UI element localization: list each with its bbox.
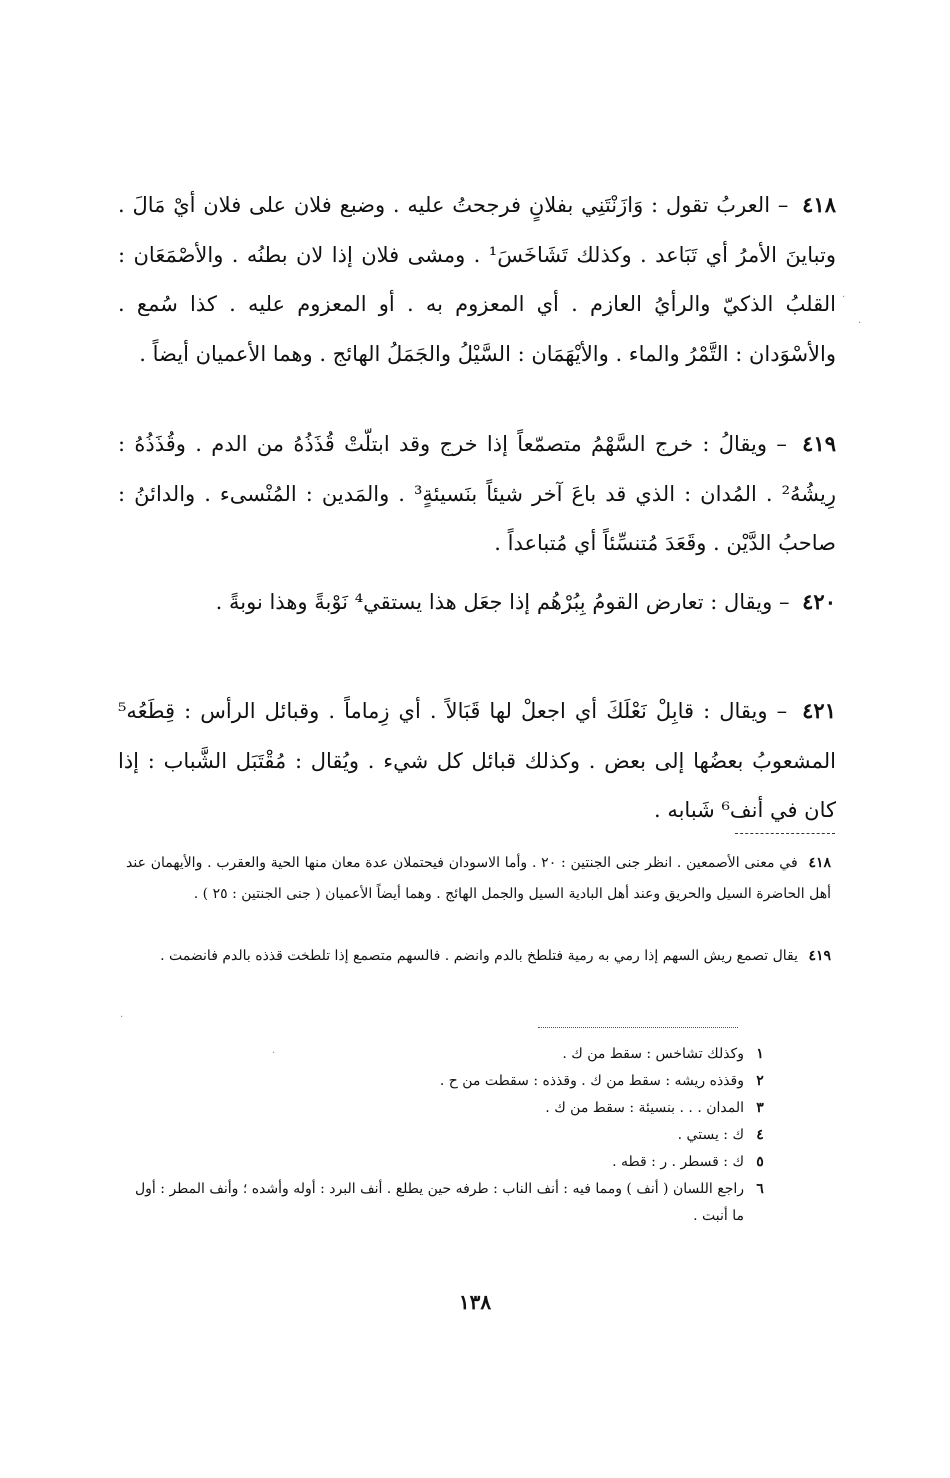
- apparatus-line: [126, 1122, 776, 1149]
- apparatus-line: [126, 1149, 776, 1176]
- entry-text: – ويقال : تعارض القومُ بِبُرْهُم إذا جعَل هذا يستقي⁴ نَوْبةً وهذا نوبةً .: [215, 590, 790, 614]
- entry-421: [118, 686, 836, 836]
- apparatus-separator: [538, 1027, 738, 1028]
- entry-number: ٤١٨: [802, 192, 836, 217]
- entry-text: – ويقالُ : خرج السَّهْمُ متصمّعاً إذا خرج وقد ابتلّتْ قُذَذُهُ من الدم . وقُذَذُهُ : رِيشُهُ² . المُدان : الذي قد باعَ آخر شيئاً بنَسيئةٍ³ . والمَدين : المُنْسىء . والدائنُ : صاحبُ الدَّيْن . وقَعَدَ مُتنسِّئاً أي مُتباعداً .: [118, 432, 836, 555]
- apparatus-text: وكذلك تشاخس : سقط من ك .: [562, 1046, 744, 1062]
- footnote-419: [126, 941, 831, 972]
- apparatus-line: [126, 1095, 776, 1122]
- entry-number: ٤٢٠: [802, 589, 836, 614]
- footnote-text: يقال تصمع ريش السهم إذا رمي به رمية فتلطخ بالدم وانضم . فالسهم متصمع إذا تلطخت قذذه بالدم فانضمت .: [160, 948, 798, 964]
- footnote-separator: [735, 833, 835, 834]
- footnote-418: [126, 848, 831, 910]
- variant-apparatus: [126, 1041, 776, 1230]
- apparatus-text: ك : قسطر . ر : قطه .: [612, 1154, 744, 1170]
- apparatus-text: وقذذه ريشه : سقط من ك . وقذذه : سقطت من ح .: [439, 1073, 744, 1089]
- apparatus-line: [126, 1176, 776, 1230]
- entry-number: ٤٢١: [802, 698, 836, 723]
- apparatus-number: ٢: [756, 1073, 764, 1089]
- footnote-number: ٤١٨: [808, 855, 831, 871]
- entry-number: ٤١٩: [802, 431, 836, 456]
- apparatus-text: ك : يستي .: [677, 1127, 744, 1143]
- footnote-number: ٤١٩: [808, 948, 831, 964]
- apparatus-number: ٤: [756, 1127, 764, 1143]
- scan-speck: ·: [842, 292, 846, 303]
- apparatus-line: [126, 1041, 776, 1068]
- apparatus-line: [126, 1068, 776, 1095]
- entry-418: [118, 180, 836, 379]
- entry-text: – ويقال : قابِلْ نَعْلَكَ أي اجعلْ لها قَبَالاً . أي زِماماً . وقبائل الرأس : قِطَعُه⁵ المشعوبُ بعضُها إلى بعض . وكذلك قبائل كل شيء . ويُقال : مُقْتَبَل الشَّباب : إذا كان في أنف⁶ شَبابه .: [118, 699, 836, 822]
- apparatus-number: ٣: [756, 1100, 764, 1116]
- apparatus-text: المدان . . . بنسيئة : سقط من ك .: [545, 1100, 744, 1116]
- footnote-text: في معنى الأصمعين . انظر جنى الجنتين : ٢٠ . وأما الاسودان فيحتملان عدة معان منها الحية والعقرب . والأيهمان عند أهل الحاضرة السيل والحريق وعند أهل البادية السيل والجمل الهائج . وهما أيضاً الأعميان ( جنى الجنتين : ٢٥ ) .: [126, 855, 831, 902]
- scan-speck: ·: [858, 318, 862, 329]
- apparatus-number: ٦: [756, 1181, 764, 1197]
- apparatus-text: راجع اللسان ( أنف ) ومما فيه : أنف الناب : طرفه حين يطلع . أنف البرد : أوله وأشده ؛ وأنف المطر : أول ما أنبت .: [135, 1181, 744, 1224]
- entry-420: [118, 577, 836, 628]
- entry-text: – العربُ تقول : وَازَنْتَنِي بفلانٍ فرجحتُ عليه . وضبع فلان على فلان أيْ مَالَ . وتباينَ الأمرُ أي تَبَاعد . وكذلك تَشَاخَسَ¹ . ومشى فلان إذا لان بطنُه . والأصْمَعَان : القلبُ الذكيّ والرأيُ العازم . أي المعزوم به . أو المعزوم عليه . كذا سُمع . والأسْوَدان : التَّمْرُ والماء . والأيْهَمَان : السَّيْلُ والجَمَلُ الهائج . وهما الأعميان أيضاً .: [118, 193, 836, 366]
- scan-speck: ·: [272, 1048, 276, 1059]
- apparatus-number: ٥: [756, 1154, 764, 1170]
- scan-speck: ·: [120, 1012, 124, 1023]
- entry-419: [118, 419, 836, 569]
- page-number: ١٣٨: [458, 1290, 492, 1314]
- apparatus-number: ١: [756, 1046, 764, 1062]
